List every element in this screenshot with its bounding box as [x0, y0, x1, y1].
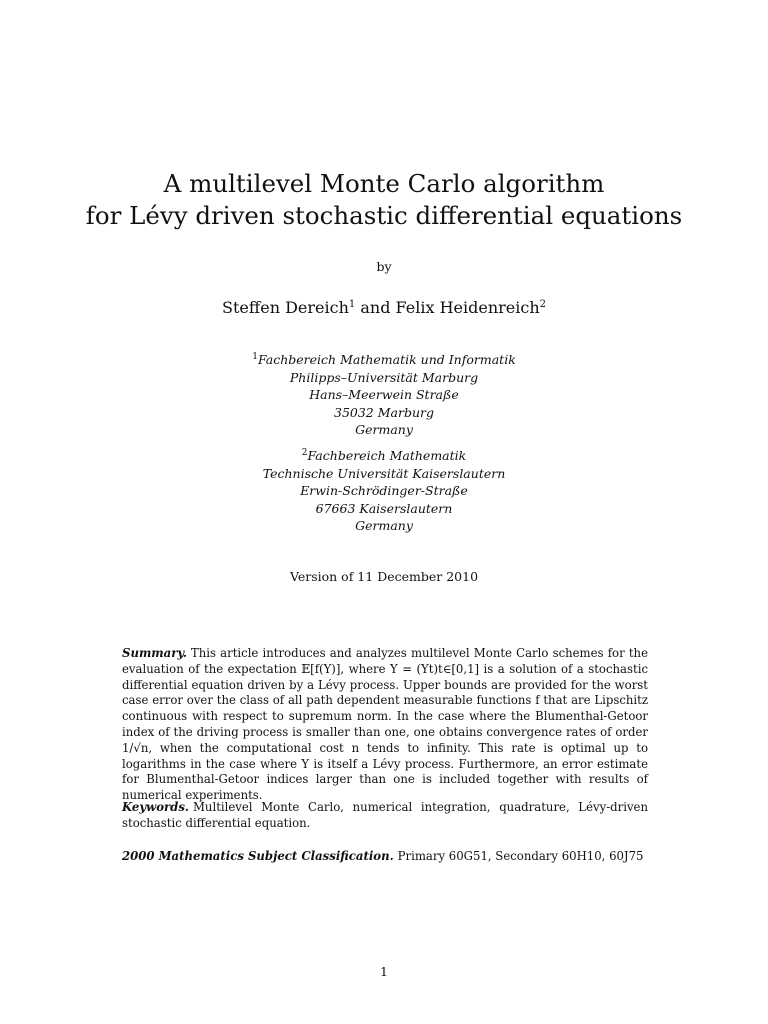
affiliation-2-line: Germany: [355, 518, 413, 533]
affiliation-1-line: Germany: [355, 422, 413, 437]
affiliation-1-line: 35032 Marburg: [334, 404, 434, 420]
summary-text: This article introduces and analyzes multilevel Monte Carlo schemes for the evaluation of the expectation 𝔼[f(Y)], where Y = (Yt)t∈[0,1] is a solution of a stochastic differential equation driven by a Lévy process. Upper bounds are provided for the worst case error over the class of all path dependent measurable functions f that are Lipschitz continuous with respect to supremum norm. In the case where the Blumenthal-Getoor index of the driving process is smaller than one, one obtains convergence rates of order 1/√n, when the computational cost n tends to infinity. This rate is optimal up to logarithms in the case where Y is itself a Lévy process. Furthermore, an error estimate for Blumenthal-Getoor indices larger than one is included together with results of numerical experiments.: [122, 646, 648, 803]
affiliation-2-line: Erwin-Schrödinger-Straße: [300, 483, 468, 498]
page-number: 1: [380, 964, 388, 979]
paper-title: [0, 168, 768, 232]
title-line-2: for Lévy driven stochastic differential equations: [85, 201, 683, 230]
summary-label: Summary.: [122, 646, 187, 660]
authors-connector: and: [355, 298, 396, 317]
affiliation-2: [0, 445, 768, 535]
author-2: Felix Heidenreich: [395, 298, 540, 317]
affiliation-1: [0, 349, 768, 439]
author-2-affiliation-mark: 2: [539, 299, 546, 310]
keywords-text: Multilevel Monte Carlo, numerical integration, quadrature, Lévy-driven stochastic differential equation.: [122, 800, 648, 830]
msc-text: Primary 60G51, Secondary 60H10, 60J75: [397, 849, 644, 863]
author-1: Steffen Dereich: [222, 298, 349, 317]
affiliation-2-mark: 2: [301, 448, 308, 458]
affiliation-2-line: $^2$Fachbereich Mathematik: [301, 448, 467, 463]
version-date: Version of 11 December 2010: [289, 569, 479, 584]
keywords-label: Keywords.: [122, 800, 189, 814]
affiliation-1-line: $^1$Fachbereich Mathematik und Informatik: [252, 352, 516, 367]
affiliation-2-line: Technische Universität Kaiserslautern: [262, 465, 506, 481]
by-line: by: [376, 259, 392, 274]
affiliation-2-line: 67663 Kaiserslautern: [315, 500, 453, 516]
authors: [0, 298, 768, 317]
summary-paragraph: [122, 646, 648, 804]
keywords-paragraph: [122, 800, 648, 832]
affiliation-1-line: Philipps–Universität Marburg: [289, 369, 479, 385]
affiliation-1-line: Hans–Meerwein Straße: [309, 387, 459, 402]
affiliation-1-mark: 1: [252, 352, 258, 362]
msc-paragraph: [122, 849, 648, 865]
msc-label: 2000 Mathematics Subject Classification.: [122, 849, 394, 863]
author-1-affiliation-mark: 1: [348, 299, 356, 310]
title-line-1: A multilevel Monte Carlo algorithm: [163, 169, 605, 198]
